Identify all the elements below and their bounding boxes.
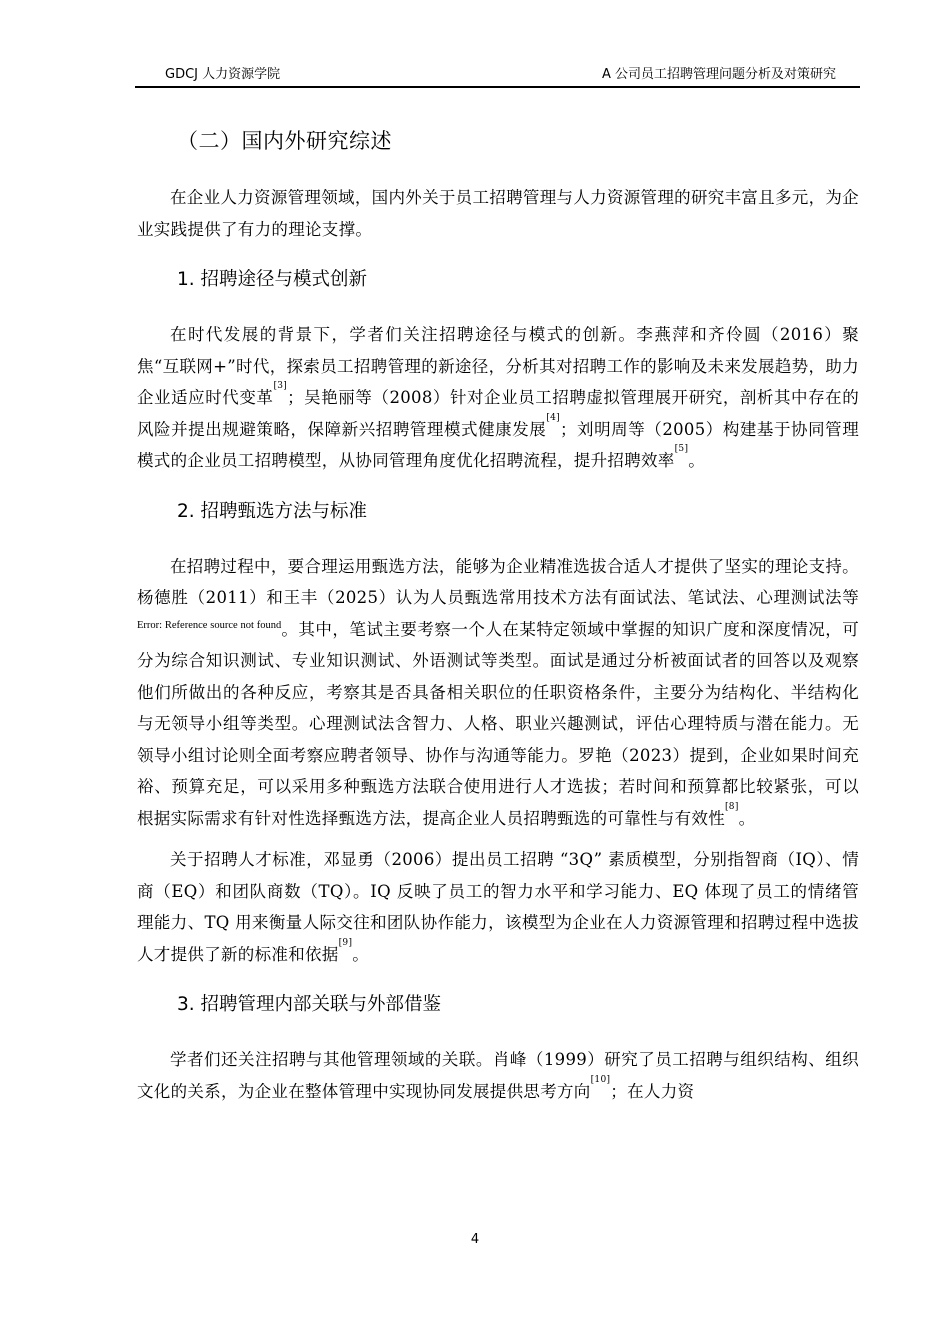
header-thesis-title: A 公司员工招聘管理问题分析及对策研究	[601, 67, 836, 82]
text-run: ；刘明周等（2005）构建基于协同管理模式的企业员工招聘模型，从协同管理角度优化招聘流程，提升招聘效率	[137, 419, 859, 470]
citation-ref[interactable]: [10]	[590, 1074, 611, 1085]
section-intro-paragraph: 在企业人力资源管理领域，国内外关于员工招聘管理与人力资源管理的研究丰富且多元，为企业实践提供了有力的理论支撑。	[137, 188, 859, 239]
text-run: 。	[352, 944, 370, 964]
citation-ref[interactable]: [4]	[546, 412, 560, 423]
text-run: 。	[738, 808, 756, 828]
subsection-heading-2: 2. 招聘甄选方法与标准	[177, 500, 368, 522]
section-heading: （二）国内外研究综述	[177, 129, 392, 153]
subsection-heading-1: 1. 招聘途径与模式创新	[177, 269, 368, 290]
text-run: 。	[688, 451, 706, 470]
subsection-heading-3: 3. 招聘管理内部关联与外部借鉴	[177, 994, 442, 1015]
text-run: ；吴艳丽等（2008）针对企业员工招聘虚拟管理展开研究，剖析其中存在的风险并提出规避策略，保障新兴招聘管理模式健康发展	[137, 388, 859, 439]
citation-error-ref: Error: Reference source not found	[137, 619, 282, 631]
citation-ref[interactable]: [9]	[338, 937, 353, 948]
text-run: 。其中，笔试主要考察一个人在某特定领域中掌握的知识广度和深度情况，可分为综合知识测试、专业知识测试、外语测试等类型。面试是通过分析被面试者的回答以及观察他们所做出的各种反应，考察其是否具备相关职位的任职资格条件，主要分为结构化、半结构化与无领导小组等类型。心理测试法含智力、人格、职业兴趣测试，评估心理特质与潜在能力。无领导小组讨论则全面考察应聘者领导、协作与沟通等能力。罗艳（2023）提到，企业如果时间充裕、预算充足，可以采用多种甄选方法联合使用进行人才选拔；若时间和预算都比较紧张，可以根据实际需求有针对性选择甄选方法，提高企业人员招聘甄选的可靠性与有效性	[137, 619, 860, 828]
citation-ref[interactable]: [5]	[674, 444, 689, 454]
page-header	[135, 66, 860, 88]
text-run: 在招聘过程中，要合理运用甄选方法，能够为企业精准选拔合适人才提供了坚实的理论支持。杨德胜（2011）和王丰（2025）认为人员甄选常用技术方法有面试法、笔试法、心理测试法等	[137, 556, 859, 607]
citation-ref[interactable]: [3]	[273, 381, 288, 391]
header-school-name: GDCJ 人力资源学院	[165, 67, 281, 82]
citation-ref[interactable]: [8]	[725, 801, 739, 812]
text-run: 在时代发展的背景下，学者们关注招聘途径与模式的创新。李燕萍和齐伶圆（2016）聚焦“互联网+”时代，探索员工招聘管理的新途径，分析其对招聘工作的影响及未来发展趋势，助力企业适应时代变革	[137, 325, 859, 407]
paragraph-internal-external-links	[137, 1044, 859, 1107]
paragraph-talent-standards	[137, 844, 859, 970]
text-run: ；在人力资	[610, 1081, 695, 1101]
paragraph-selection-methods	[137, 551, 859, 835]
text-run: 关于招聘人才标准，邓显勇（2006）提出员工招聘 “3Q” 素质模型，分别指智商（IQ）、情商（EQ）和团队商数（TQ）。IQ 反映了员工的智力水平和学习能力、EQ 体现了员工的情绪管理能力、TQ 用来衡量人际交往和团队协作能力，该模型为企业在人力资源管理和招聘过程中选拔人才提供了新的标准和依据	[137, 850, 859, 964]
text-run: 学者们还关注招聘与其他管理领域的关联。肖峰（1999）研究了员工招聘与组织结构、组织文化的关系，为企业在整体管理中实现协同发展提供思考方向	[137, 1050, 859, 1101]
paragraph-recruitment-channels	[137, 319, 859, 477]
document-body	[137, 110, 859, 1107]
page-number: 4	[470, 1232, 480, 1247]
